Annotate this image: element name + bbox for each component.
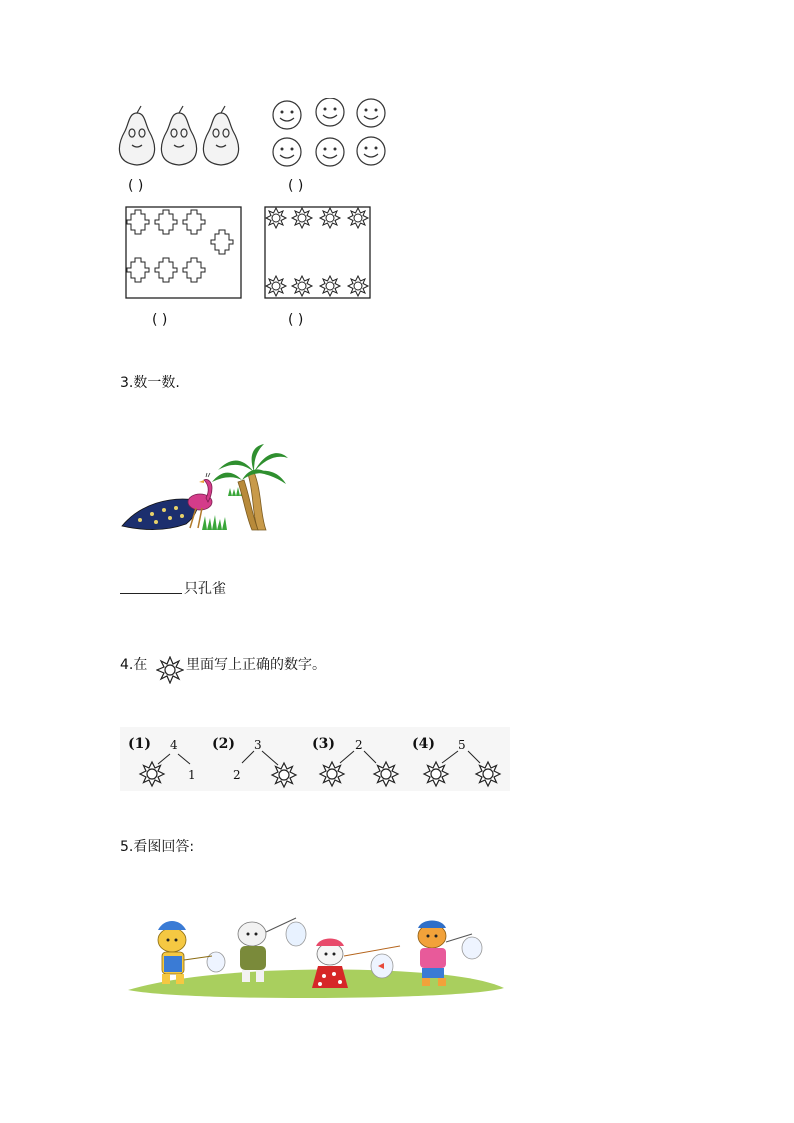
bond-1-label: (1) bbox=[128, 736, 151, 752]
bond-4-label: (4) bbox=[412, 736, 435, 752]
sun-blank-1a[interactable] bbox=[140, 762, 164, 786]
sun-blank-3a[interactable] bbox=[320, 762, 344, 786]
q5-title: 5.看图回答: bbox=[120, 839, 195, 855]
peacock-palm-image bbox=[120, 444, 288, 534]
cross-shapes-box bbox=[125, 206, 243, 300]
bond-3-top: 2 bbox=[355, 738, 363, 752]
bond-1-given: 1 bbox=[188, 768, 196, 782]
sun-blank-3b[interactable] bbox=[374, 762, 398, 786]
sun-blank-4a[interactable] bbox=[424, 762, 448, 786]
bond-2-given: 2 bbox=[233, 768, 241, 782]
paren-smileys[interactable]: ( ) bbox=[288, 178, 304, 194]
bond-1-top: 4 bbox=[170, 738, 178, 752]
sun-icon bbox=[156, 656, 184, 684]
paren-suns[interactable]: ( ) bbox=[288, 312, 304, 328]
q3-title: 3.数一数. bbox=[120, 375, 180, 391]
q3-answer-blank[interactable] bbox=[120, 592, 182, 594]
sun-blank-4b[interactable] bbox=[476, 762, 500, 786]
bond-2-top: 3 bbox=[254, 738, 262, 752]
pears-image bbox=[115, 105, 245, 170]
sun-blank-2b[interactable] bbox=[272, 763, 296, 787]
bond-4-top: 5 bbox=[458, 738, 466, 752]
q4-title-suffix: 里面写上正确的数字。 bbox=[186, 657, 326, 673]
sun-shapes-box bbox=[264, 206, 372, 300]
cat-yellow bbox=[158, 921, 225, 984]
smiley-faces-image bbox=[270, 98, 390, 168]
paren-pears[interactable]: ( ) bbox=[128, 178, 144, 194]
cats-fishing-image bbox=[128, 912, 504, 1002]
paren-crosses[interactable]: ( ) bbox=[152, 312, 168, 328]
bond-2-label: (2) bbox=[212, 736, 235, 752]
q4-title-prefix: 4.在 bbox=[120, 657, 148, 673]
bond-3-label: (3) bbox=[312, 736, 335, 752]
q3-answer-suffix: 只孔雀 bbox=[184, 581, 226, 597]
